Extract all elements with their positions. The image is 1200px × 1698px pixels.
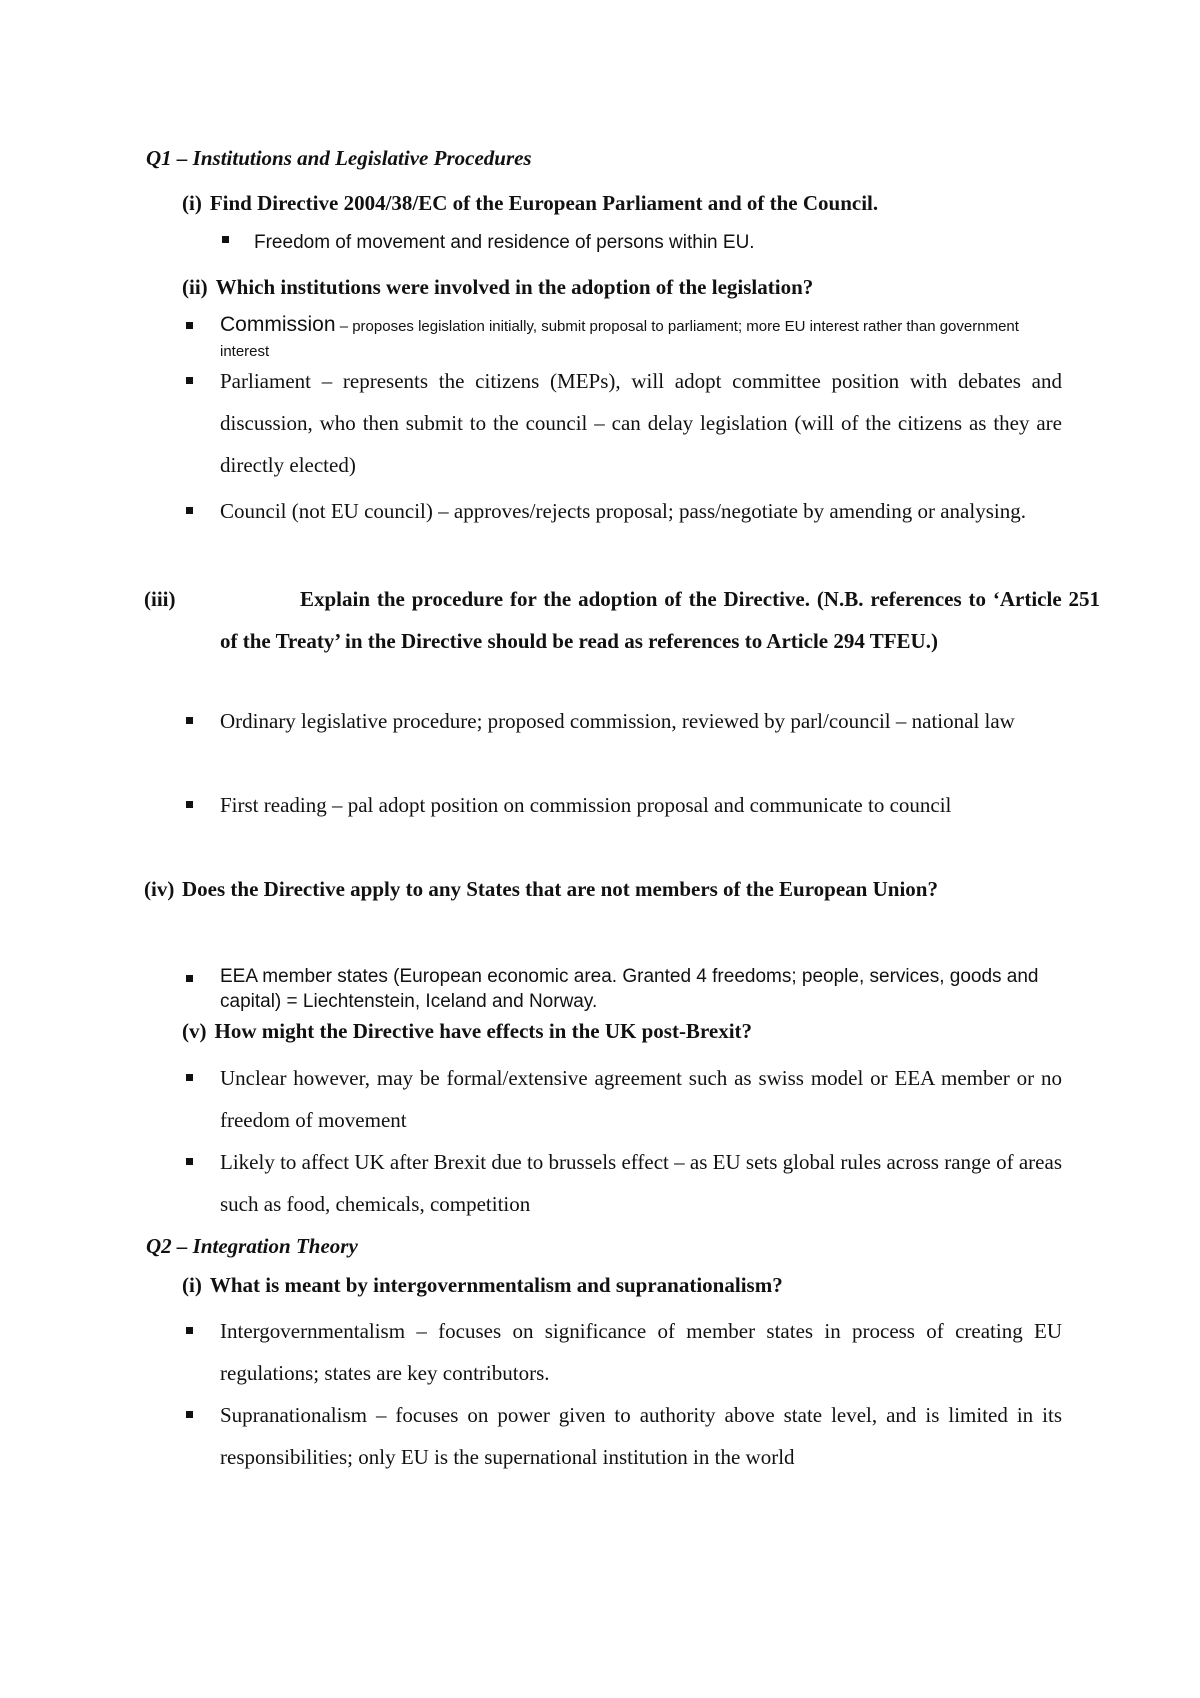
q1-iv-text: Does the Directive apply to any States that are not members of the European Union? <box>182 877 938 901</box>
q1-ii-bullet-1-lead: Commission <box>220 313 336 336</box>
q1-iii-question <box>144 578 1100 662</box>
q2-i-bullet-2: Supranationalism – focuses on power given to authority above state level, and is limited in its responsibilities; only EU is the supernational institution in the world <box>220 1403 1062 1469</box>
q1-i-question <box>182 182 1062 224</box>
bullet-icon <box>186 975 193 982</box>
q1-iii-bullet-1: Ordinary legislative procedure; proposed commission, reviewed by parl/council – national law <box>220 709 1015 733</box>
q1-v-bullet-1: Unclear however, may be formal/extensive agreement such as swiss model or EEA member or no freedom of movement <box>220 1066 1062 1132</box>
q1-ii-bullet-1-rest: – proposes legislation initially, submit proposal to parliament; more EU interest rather than government interest <box>220 318 1019 360</box>
bullet-icon <box>222 236 229 243</box>
q1-ii-bullet-2: Parliament – represents the citizens (MEPs), will adopt committee position with debates and discussion, who then submit to the council – can delay legislation (will of the citizens as they are directly elected) <box>220 369 1062 477</box>
bullet-icon <box>186 717 193 724</box>
bullet-icon <box>186 1158 193 1165</box>
q2-i-number: (i) <box>182 1273 202 1297</box>
q2-i-text: What is meant by intergovernmentalism and supranationalism? <box>209 1273 783 1297</box>
q1-heading: Q1 – Institutions and Legislative Procedures <box>146 146 532 170</box>
q1-i-text: Find Directive 2004/38/EC of the European Parliament and of the Council. <box>209 191 879 215</box>
bullet-icon <box>186 801 193 808</box>
q1-ii-bullet-3: Council (not EU council) – approves/rejects proposal; pass/negotiate by amending or analysing. <box>220 499 1026 523</box>
q1-iii-bullet-2: First reading – pal adopt position on commission proposal and communicate to council <box>220 793 952 817</box>
q1-iv-bullet-1: EEA member states (European economic area. Granted 4 freedoms; people, services, goods and capital) = Liechtenstein, Iceland and Norway. <box>220 966 1039 1012</box>
q1-v-bullet-2: Likely to affect UK after Brexit due to brussels effect – as EU sets global rules across range of areas such as food, chemicals, competition <box>220 1150 1062 1216</box>
q1-ii-question <box>182 266 1062 308</box>
q1-iii-number: (iii) <box>144 587 176 611</box>
q1-i-number: (i) <box>182 191 202 215</box>
bullet-icon <box>186 322 193 329</box>
q2-heading: Q2 – Integration Theory <box>146 1234 358 1258</box>
q1-ii-text: Which institutions were involved in the adoption of the legislation? <box>215 275 814 299</box>
bullet-icon <box>186 1327 193 1334</box>
q1-iii-text: Explain the procedure for the adoption of the Directive. (N.B. references to ‘Article 251 of the Treaty’ in the Directive should be read as references to Article 294 TFEU.) <box>220 587 1100 653</box>
q2-i-bullet-1: Intergovernmentalism – focuses on significance of member states in process of creating EU regulations; states are key contributors. <box>220 1319 1062 1385</box>
q1-v-question <box>182 1010 1062 1052</box>
bullet-icon <box>186 507 193 514</box>
bullet-icon <box>186 1074 193 1081</box>
bullet-icon <box>186 1411 193 1418</box>
bullet-icon <box>186 377 193 384</box>
q1-ii-number: (ii) <box>182 275 208 299</box>
q1-i-bullet-1: Freedom of movement and residence of persons within EU. <box>254 232 755 253</box>
q1-ii-bullet-1 <box>220 312 1062 364</box>
q2-i-question <box>182 1264 1062 1306</box>
q1-iv-question: (iv) Does the Directive apply to any States that are not members of the European Union? <box>144 877 938 901</box>
q1-v-number: (v) <box>182 1019 207 1043</box>
q1-v-text: How might the Directive have effects in the UK post-Brexit? <box>214 1019 753 1043</box>
